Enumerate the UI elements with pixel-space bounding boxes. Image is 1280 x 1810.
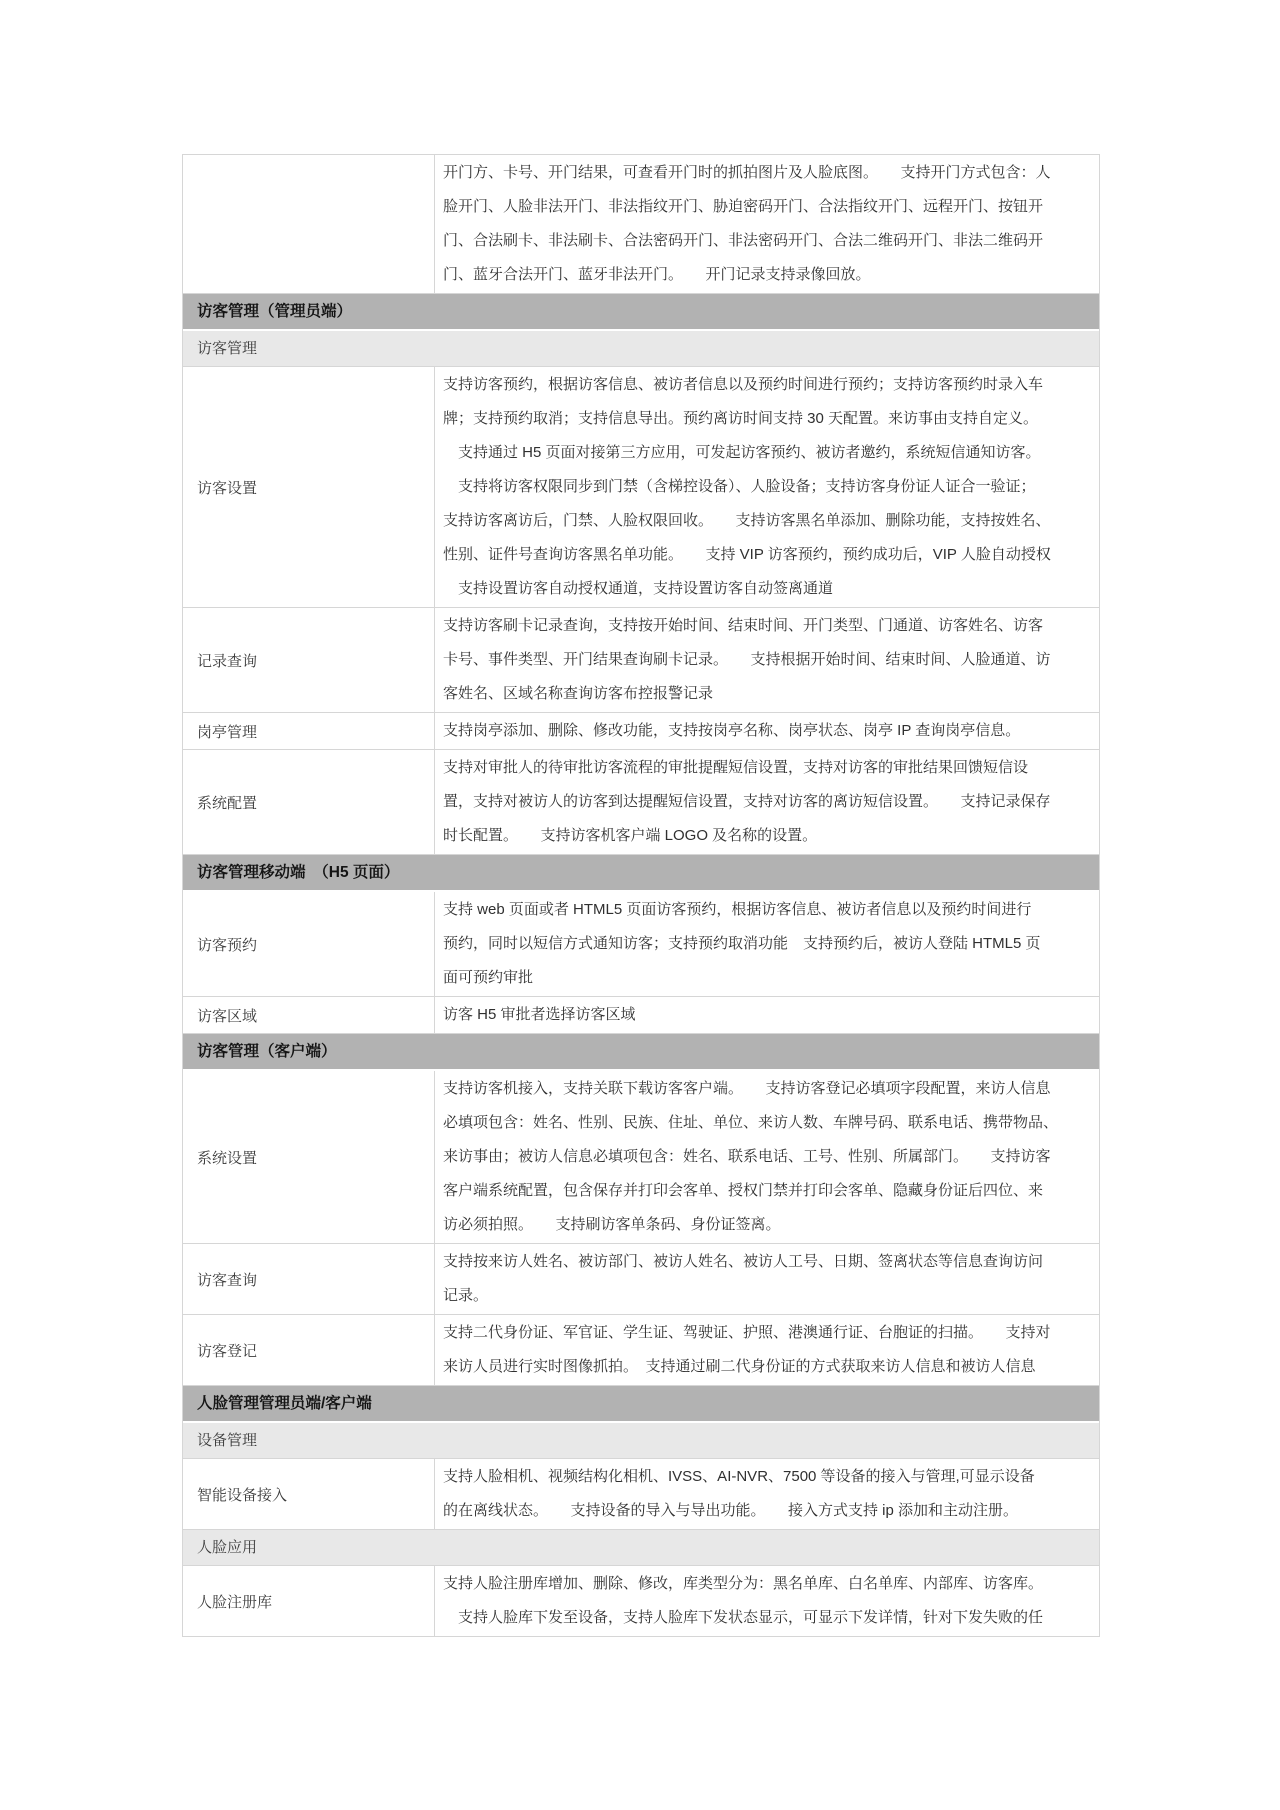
description-line: 支持二代身份证、军官证、学生证、驾驶证、护照、港澳通行证、台胞证的扫描。 支持对 [443,1324,1051,1341]
description-line: 支持人脸相机、视频结构化相机、IVSS、AI-NVR、7500 等设备的接入与管理,可显示设备 [443,1468,1035,1485]
description-line: 必填项包含：姓名、性别、民族、住址、单位、来访人数、车牌号码、联系电话、携带物品、 [443,1114,1059,1131]
description-line: 支持访客刷卡记录查询，支持按开始时间、结束时间、开门类型、门通道、访客姓名、访客 [443,617,1044,634]
feature-description-cell [435,750,1099,854]
description-line: 卡号、事件类型、开门结果查询刷卡记录。 支持根据开始时间、结束时间、人脸通道、访 [443,651,1051,668]
description-line: 性别、证件号查询访客黑名单功能。 支持 VIP 访客预约，预约成功后，VIP 人脸自动授权 [443,546,1051,563]
description-line: 支持对审批人的待审批访客流程的审批提醒短信设置，支持对访客的审批结果回馈短信设 [443,759,1029,776]
section-header-row: 访客管理（管理员端） [183,294,1099,331]
feature-name-cell: 访客登记 [183,1315,435,1385]
description-line: 门、蓝牙合法开门、蓝牙非法开门。 开门记录支持录像回放。 [443,266,871,283]
description-line: 面可预约审批 [443,969,534,986]
description-line: 支持 web 页面或者 HTML5 页面访客预约，根据访客信息、被访者信息以及预约时间进行 [443,901,1032,918]
description-line: 来访事由；被访人信息必填项包含：姓名、联系电话、工号、性别、所属部门。 支持访客 [443,1148,1051,1165]
description-line: 支持人脸注册库增加、删除、修改，库类型分为：黑名单库、白名单库、内部库、访客库。 [443,1575,1044,1592]
feature-name-cell: 岗亭管理 [183,713,435,749]
table-row [183,892,1099,997]
table-row [183,608,1099,713]
description-line: 牌；支持预约取消；支持信息导出。预约离访时间支持 30 天配置。来访事由支持自定义。 [443,410,1039,427]
table-row [183,1315,1099,1386]
description-line: 的在离线状态。 支持设备的导入与导出功能。 接入方式支持 ip 添加和主动注册。 [443,1502,1019,1519]
description-line: 支持岗亭添加、删除、修改功能，支持按岗亭名称、岗亭状态、岗亭 IP 查询岗亭信息。 [443,722,1021,739]
description-line: 支持将访客权限同步到门禁（含梯控设备）、人脸设备；支持访客身份证人证合一验证； [443,478,1036,495]
subheader-row: 人脸应用 [183,1530,1099,1566]
description-line: 访客 H5 审批者选择访客区域 [443,1006,636,1023]
feature-name-cell: 记录查询 [183,608,435,712]
feature-name-cell: 访客预约 [183,892,435,996]
feature-description-cell [435,1315,1099,1385]
description-line: 支持访客离访后，门禁、人脸权限回收。 支持访客黑名单添加、删除功能，支持按姓名、 [443,512,1051,529]
table-row [183,1566,1099,1636]
feature-description-cell [435,997,1099,1033]
description-line: 时长配置。 支持访客机客户端 LOGO 及名称的设置。 [443,827,818,844]
feature-description-cell [435,1459,1099,1529]
table-row [183,750,1099,855]
feature-description-cell [435,155,1099,293]
feature-description-cell [435,367,1099,607]
description-line: 访必须拍照。 支持刷访客单条码、身份证签离。 [443,1216,781,1233]
description-line: 客姓名、区域名称查询访客布控报警记录 [443,685,714,702]
table-row [183,1071,1099,1244]
feature-description-cell [435,892,1099,996]
description-line: 预约，同时以短信方式通知访客；支持预约取消功能 支持预约后，被访人登陆 HTML5 页 [443,935,1041,952]
description-line: 客户端系统配置，包含保存并打印会客单、授权门禁并打印会客单、隐藏身份证后四位、来 [443,1182,1044,1199]
description-line: 支持设置访客自动授权通道，支持设置访客自动签离通道 [443,580,834,597]
feature-description-cell [435,1566,1099,1636]
table-row [183,1459,1099,1530]
feature-description-cell [435,1071,1099,1243]
feature-description-cell [435,713,1099,749]
subheader-row: 设备管理 [183,1423,1099,1459]
description-line: 支持通过 H5 页面对接第三方应用，可发起访客预约、被访者邀约，系统短信通知访客。 [443,444,1041,461]
description-line: 门、合法刷卡、非法刷卡、合法密码开门、非法密码开门、合法二维码开门、非法二维码开 [443,232,1044,249]
table-row [183,997,1099,1034]
feature-name-cell: 访客查询 [183,1244,435,1314]
description-line: 支持访客机接入，支持关联下载访客客户端。 支持访客登记必填项字段配置，来访人信息 [443,1080,1051,1097]
subheader-row: 访客管理 [183,331,1099,367]
description-line: 记录。 [443,1287,489,1304]
table-row [183,713,1099,750]
feature-name-cell [183,155,435,293]
feature-name-cell: 访客区域 [183,997,435,1033]
feature-description-cell [435,1244,1099,1314]
feature-name-cell: 系统设置 [183,1071,435,1243]
table-row [183,155,1099,294]
feature-table [182,154,1100,1637]
table-row [183,367,1099,608]
description-line: 置，支持对被访人的访客到达提醒短信设置，支持对访客的离访短信设置。 支持记录保存 [443,793,1051,810]
feature-name-cell: 访客设置 [183,367,435,607]
feature-name-cell: 人脸注册库 [183,1566,435,1636]
description-line: 支持人脸库下发至设备，支持人脸库下发状态显示，可显示下发详情，针对下发失败的任 [443,1609,1044,1626]
description-line: 来访人员进行实时图像抓拍。 支持通过刷二代身份证的方式获取来访人信息和被访人信息 [443,1358,1036,1375]
section-header-row: 访客管理（客户端） [183,1034,1099,1071]
feature-name-cell: 智能设备接入 [183,1459,435,1529]
description-line: 开门方、卡号、开门结果，可查看开门时的抓拍图片及人脸底图。 支持开门方式包含：人 [443,164,1051,181]
section-header-row: 访客管理移动端 （H5 页面） [183,855,1099,892]
description-line: 支持按来访人姓名、被访部门、被访人姓名、被访人工号、日期、签离状态等信息查询访问 [443,1253,1044,1270]
feature-name-cell: 系统配置 [183,750,435,854]
description-line: 脸开门、人脸非法开门、非法指纹开门、胁迫密码开门、合法指纹开门、远程开门、按钮开 [443,198,1044,215]
feature-description-cell [435,608,1099,712]
section-header-row: 人脸管理管理员端/客户端 [183,1386,1099,1423]
description-line: 支持访客预约，根据访客信息、被访者信息以及预约时间进行预约；支持访客预约时录入车 [443,376,1044,393]
table-row [183,1244,1099,1315]
